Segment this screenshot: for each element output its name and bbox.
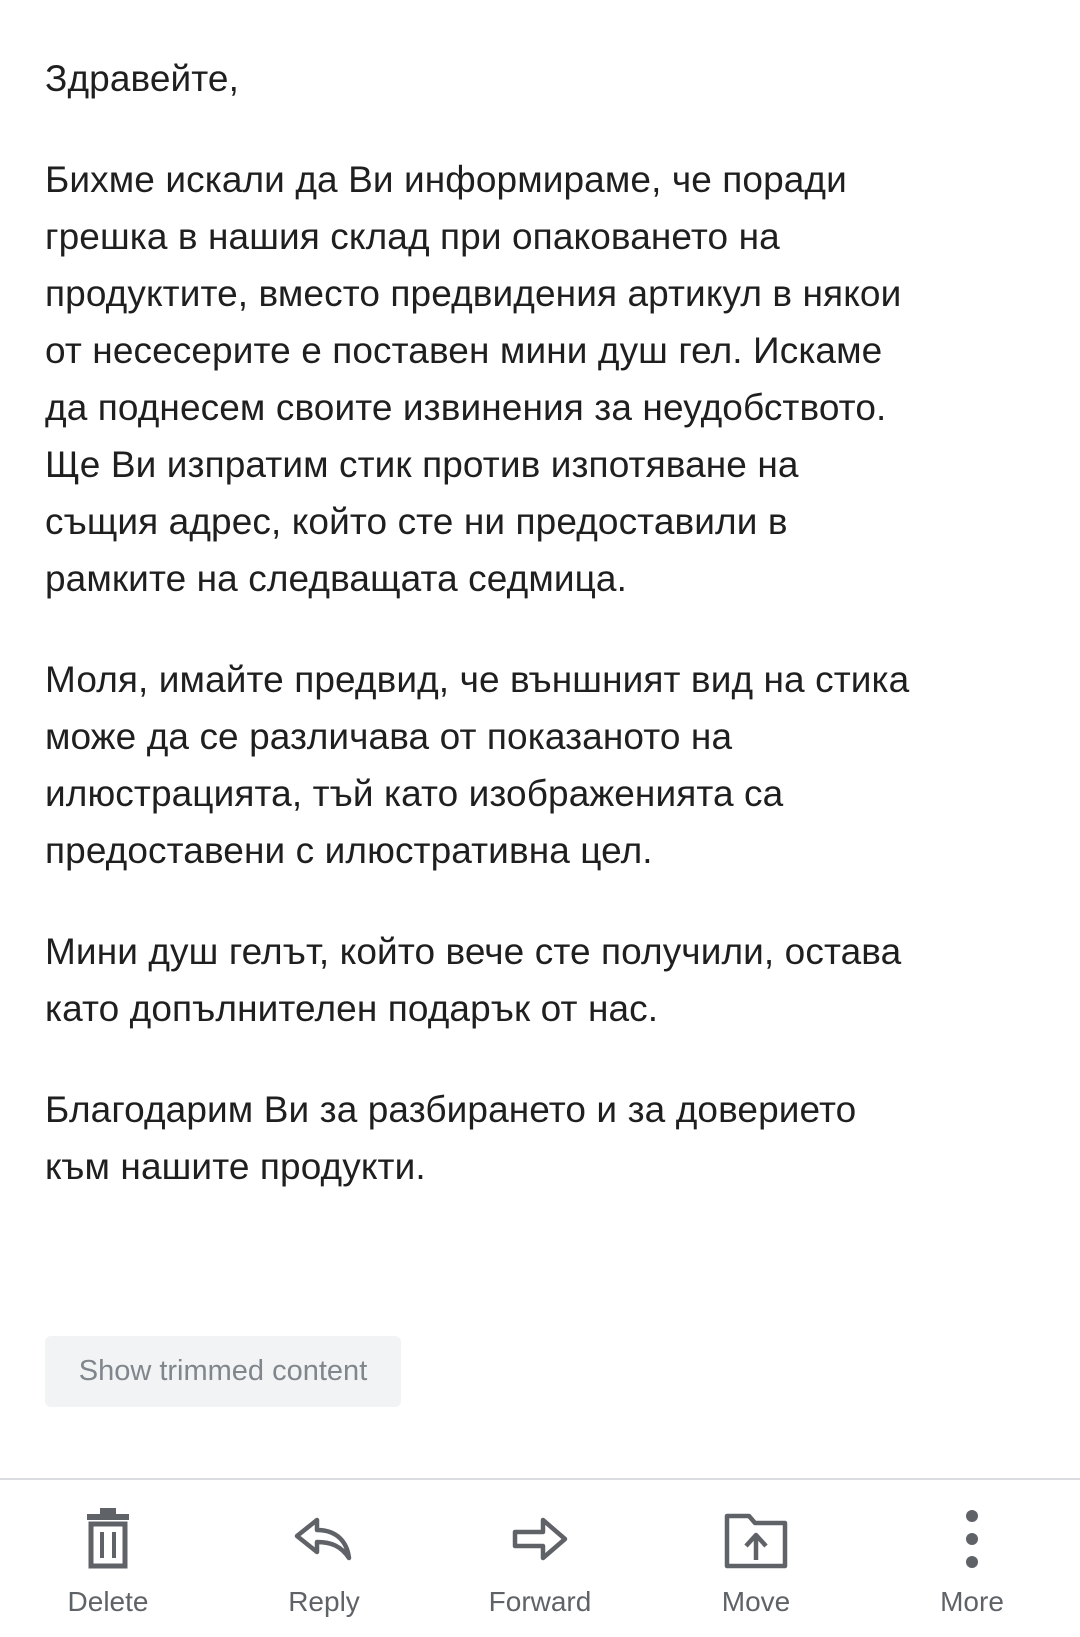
email-paragraph: Мини душ гелът, който вече сте получили, остава като допълнителен подарък от нас. xyxy=(45,931,902,1029)
forward-label: Forward xyxy=(488,1586,592,1617)
email-paragraph: Благодарим Ви за разбирането и за доверието към нашите продукти. xyxy=(45,1089,857,1187)
delete-button[interactable] xyxy=(0,1480,216,1637)
reply-button[interactable] xyxy=(216,1480,432,1637)
more-label: More xyxy=(940,1586,1004,1617)
reply-label: Reply xyxy=(288,1586,360,1617)
email-greeting: Здравейте, xyxy=(45,58,239,99)
more-button[interactable] xyxy=(864,1480,1080,1637)
bottom-action-bar xyxy=(0,1478,1080,1637)
trash-icon xyxy=(73,1504,143,1574)
forward-arrow-icon xyxy=(505,1504,575,1574)
email-body xyxy=(45,50,1045,1195)
delete-label: Delete xyxy=(67,1586,149,1617)
show-trimmed-content-button[interactable]: Show trimmed content xyxy=(45,1336,401,1407)
reply-arrow-icon xyxy=(289,1504,359,1574)
vertical-dots-icon xyxy=(937,1504,1007,1574)
move-label: Move xyxy=(721,1586,791,1617)
email-paragraph: Бихме искали да Ви информираме, че поради грешка в нашия склад при опаковането на продуктите, вместо предвидения артикул в някои от несесерите е поставен мини душ гел. Искаме да поднесем своите извинения за неудобството. Ще Ви изпратим стик против изпотяване на същия адрес, който сте ни предоставили в рамките на следващата седмица. xyxy=(45,159,902,599)
move-button[interactable] xyxy=(648,1480,864,1637)
folder-move-icon xyxy=(721,1504,791,1574)
forward-button[interactable] xyxy=(432,1480,648,1637)
email-paragraph: Моля, имайте предвид, че външният вид на стика може да се различава от показаното на илюстрацията, тъй като изображенията са предоставени с илюстративна цел. xyxy=(45,659,910,871)
